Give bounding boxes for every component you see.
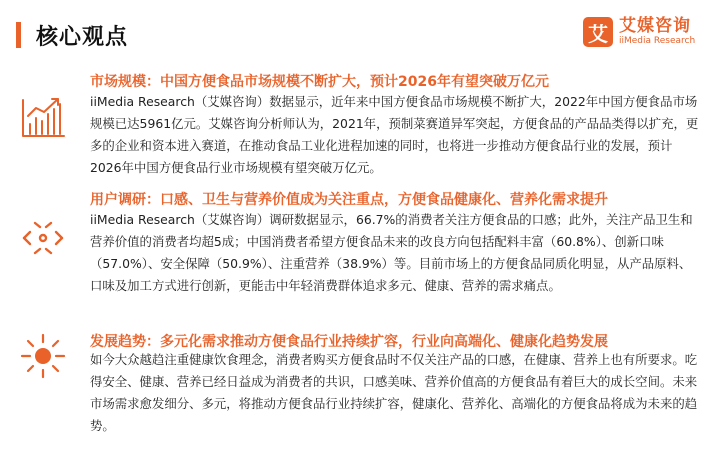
section-paragraph: 如今大众越趋注重健康饮食理念，消费者购买方便食品时不仅关注产品的口感，在健康、营养上也有所要求。吃得安全、健康、营养已经日益成为消费者的共识，口感美味、营养价值高的方便食品有着巨大的成长空间。未来市场需求愈发细分、多元，将推动方便食品行业持续扩容，健康化、营养化、高端化的方便食品将成为未来的趋势。 [90, 352, 698, 433]
logo-mark: 艾 [583, 17, 613, 47]
section-paragraph: iiMedia Research（艾媒咨询）数据显示，近年来中国方便食品市场规模不断扩大，2022年中国方便食品市场规模已达5961亿元。艾媒咨询分析师认为，2021年，预制菜赛道异军突起，方便食品的产品品类得以扩充，更多的企业和资本进入赛道，在推动食品工业化进程加速的同时，也将进一步推动方便食品行业的发展，预计2026年中国方便食品行业市场规模有望突破万亿元。 [90, 94, 699, 175]
section-heading: 发展趋势：多元化需求推动方便食品行业持续扩容，行业向高端化、健康化趋势发展 [90, 334, 608, 350]
section-heading: 用户调研：口感、卫生与营养价值成为关注重点，方便食品健康化、营养化需求提升 [90, 192, 608, 208]
sun-icon [20, 333, 66, 379]
section-paragraph: iiMedia Research（艾媒咨询）调研数据显示，66.7%的消费者关注方便食品的口感；此外，关注产品卫生和营养价值的消费者均超5成；中国消费者希望方便食品未来的改良方向包括配料丰富（60.8%）、创新口味（57.0%）、安全保障（50.9%）、注重营养（38.9%）等。目前市场上的方便食品同质化明显，从产品原料、口味及加工方式进行创新，更能击中年轻消费群体追求多元、健康、营养的需求痛点。 [90, 212, 693, 293]
section-body [90, 91, 700, 179]
title-accent-bar [16, 22, 21, 48]
brand-logo [583, 17, 695, 47]
section-heading: 市场规模：中国方便食品市场规模不断扩大，预计2026年有望突破万亿元 [90, 74, 549, 90]
logo-text [619, 17, 695, 47]
logo-english-name: iiMedia Research [619, 36, 696, 46]
focus-target-icon [20, 218, 66, 264]
bar-growth-icon [20, 94, 66, 140]
section-body [90, 209, 700, 297]
logo-chinese-name: 艾媒咨询 [619, 16, 691, 36]
page-title: 核心观点 [36, 25, 129, 50]
section-body [90, 349, 700, 437]
